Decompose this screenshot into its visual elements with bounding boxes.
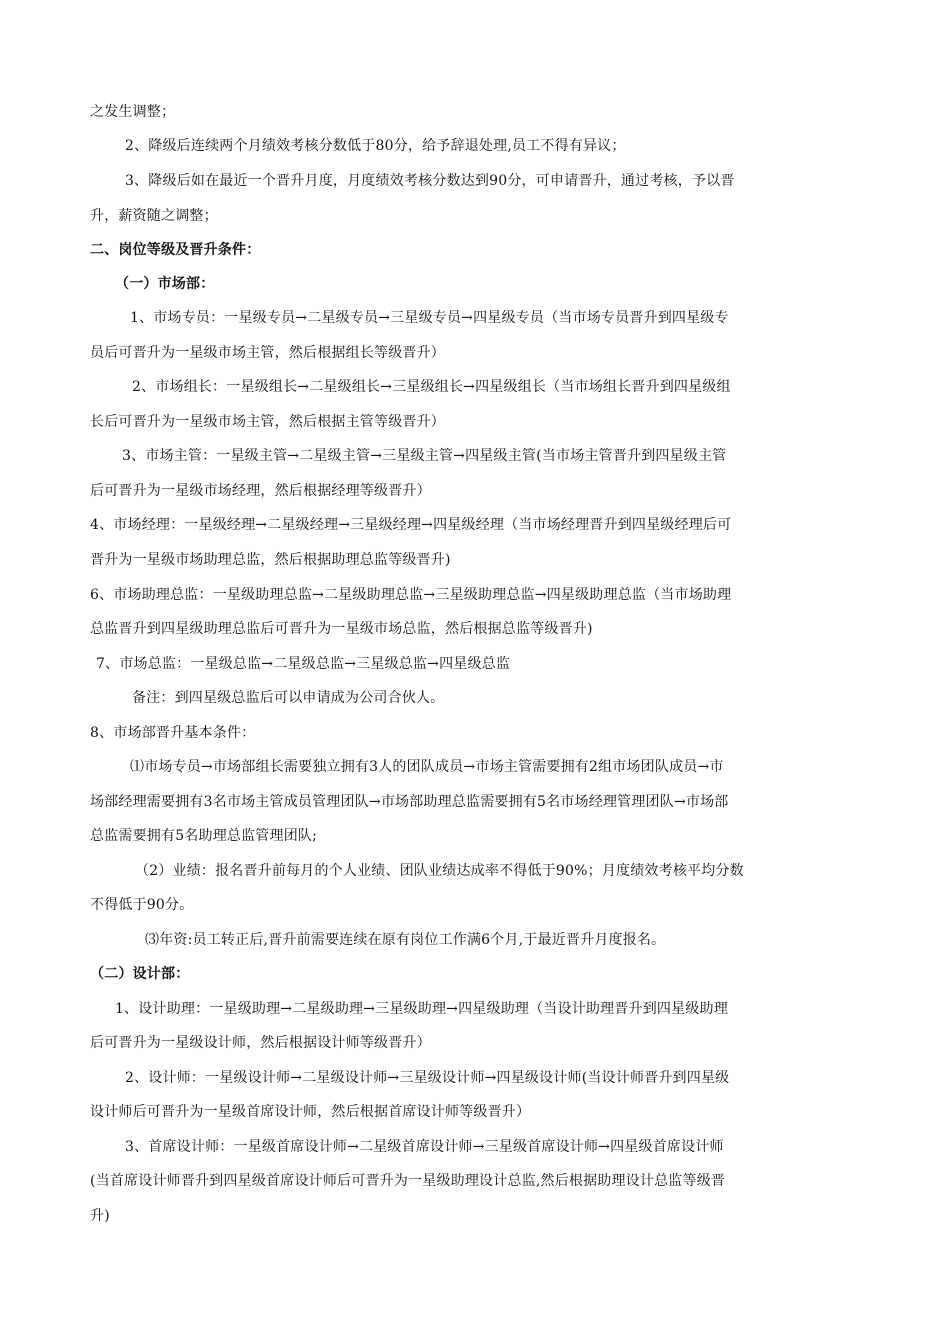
paragraph-line: 长后可晋升为一星级市场主管，然后根据主管等级晋升） [90,414,445,430]
paragraph-line: 总监需要拥有5名助理总监管理团队; [90,828,318,844]
paragraph-line: 总监晋升到四星级助理总监后可晋升为一星级市场总监，然后根据总监等级晋升) [90,621,593,637]
paragraph-line: 1、市场专员：一星级专员→二星级专员→三星级专员→四星级专员（当市场专员晋升到四星级专 [130,310,729,326]
paragraph-line: 之发生调整； [90,104,176,120]
paragraph-line: 6、市场助理总监：一星级助理总监→二星级助理总监→三星级助理总监→四星级助理总监（当市场助理 [90,587,732,603]
paragraph-line: 2、设计师：一星级设计师→二星级设计师→三星级设计师→四星级设计师(当设计师晋升到四星级 [125,1070,730,1086]
paragraph-line: 升，薪资随之调整； [90,208,218,224]
paragraph-line: 不得低于90分。 [90,897,194,913]
paragraph-line: 升) [90,1208,110,1224]
paragraph-line: 3、降级后如在最近一个晋升月度，月度绩效考核分数达到90分，可申请晋升，通过考核，予以晋 [125,173,735,189]
paragraph-line: 晋升为一星级市场助理总监，然后根据助理总监等级晋升) [90,552,451,568]
paragraph-line: ⑴市场专员→市场部组长需要独立拥有3人的团队成员→市场主管需要拥有2组市场团队成员→市 [130,759,724,775]
paragraph-line: 2、降级后连续两个月绩效考核分数低于80分，给予辞退处理,员工不得有异议； [125,138,626,154]
paragraph-line: 4、市场经理：一星级经理→二星级经理→三星级经理→四星级经理（当市场经理晋升到四星级经理后可 [90,517,732,533]
paragraph-line: 员后可晋升为一星级市场主管，然后根据组长等级晋升） [90,345,445,361]
paragraph-line: 2、市场组长：一星级组长→二星级组长→三星级组长→四星级组长（当市场组长晋升到四星级组 [132,379,731,395]
paragraph-line: 3、首席设计师：一星级首席设计师→二星级首席设计师→三星级首席设计师→四星级首席设计师 [125,1139,724,1155]
paragraph-line: 1、设计助理：一星级助理→二星级助理→三星级助理→四星级助理（当设计助理晋升到四星级助理 [115,1001,728,1017]
paragraph-line: 后可晋升为一星级设计师，然后根据设计师等级晋升） [90,1035,431,1051]
paragraph-line: 设计师后可晋升为一星级首席设计师，然后根据首席设计师等级晋升） [90,1104,531,1120]
subsection-heading: （一）市场部： [115,276,215,292]
paragraph-line: 3、市场主管：一星级主管→二星级主管→三星级主管→四星级主管(当市场主管晋升到四星级主管 [122,448,727,464]
paragraph-line: 7、市场总监：一星级总监→二星级总监→三星级总监→四星级总监 [96,656,511,672]
paragraph-line: 场部经理需要拥有3名市场主管成员管理团队→市场部助理总监需要拥有5名市场经理管理团队→市场部 [90,794,729,810]
paragraph-line: 8、市场部晋升基本条件： [90,725,256,741]
subsection-heading: （二）设计部： [90,966,190,982]
paragraph-line: (当首席设计师晋升到四星级首席设计师后可晋升为一星级助理设计总监,然后根据助理设计总监等级晋 [90,1173,726,1189]
section-heading: 二、岗位等级及晋升条件： [90,242,261,258]
paragraph-line: （2）业绩：报名晋升前每月的个人业绩、团队业绩达成率不得低于90%；月度绩效考核平均分数 [135,863,744,879]
paragraph-line: 备注：到四星级总监后可以申请成为公司合伙人。 [132,690,445,706]
paragraph-line: ⑶年资:员工转正后,晋升前需要连续在原有岗位工作满6个月,于最近晋升月度报名。 [145,932,666,948]
paragraph-line: 后可晋升为一星级市场经理，然后根据经理等级晋升） [90,483,431,499]
